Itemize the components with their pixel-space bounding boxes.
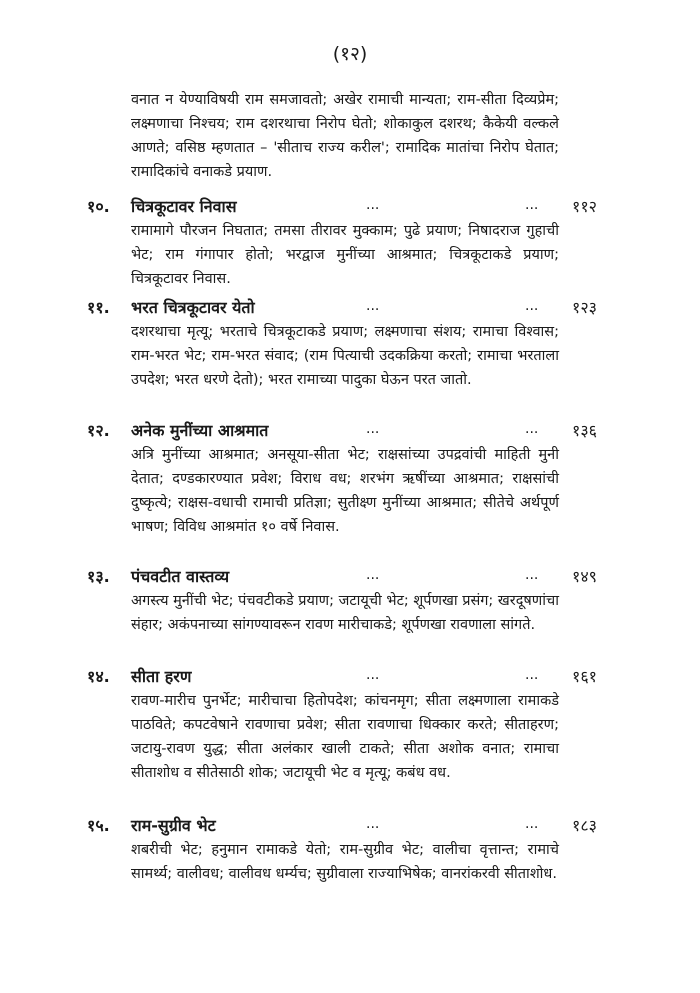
chapter-summary: रावण-मारीच पुनर्भेट; मारीचाचा हितोपदेश; कांचनमृग; सीता लक्ष्मणाला रामाकडे पाठविते; कपटवेषाने रावणाचा प्रवेश; सीता रावणाचा धिक्कार करते; सीताहरण; जटायु-रावण युद्ध; सीता अलंकार खाली टाकते; सीता अशोक वनात; रामाचा सीताशोध व सीतेसाठी शोक; जटायूची भेट व मृत्यू; कबंध वध. bbox=[131, 693, 559, 781]
leader-dots: ... bbox=[525, 298, 539, 314]
intro-paragraph: वनात न येण्याविषयी राम समजावतो; अखेर रामाची मान्यता; राम-सीता दिव्यप्रेम; लक्ष्मणाचा निश्चय; राम दशरथाचा निरोप घेतो; शोकाकुल दशरथ; कैकेयी वल्कले आणते; वसिष्ठ म्हणतात – 'सीताच राज्य करील'; रामादिक मातांचा निरोप घेतात; रामादिकांचे वनाकडे प्रयाण. bbox=[131, 92, 559, 180]
leader-dots: ... bbox=[366, 816, 380, 832]
chapter-title: चित्रकूटावर निवास bbox=[131, 197, 237, 216]
chapter-page-number: ११२ bbox=[572, 197, 597, 216]
leader-dots: ... bbox=[366, 197, 380, 213]
chapter-page-number: १२३ bbox=[572, 298, 597, 317]
chapter-summary: रामामागे पौरजन निघतात; तमसा तीरावर मुक्काम; पुढे प्रयाण; निषादराज गुहाची भेट; राम गंगापार होतो; भरद्वाज मुनींच्या आश्रमात; चित्रकूटाकडे प्रयाण; चित्रकूटावर निवास. bbox=[131, 223, 559, 287]
leader-dots: ... bbox=[366, 667, 380, 683]
chapter-heading bbox=[0, 294, 700, 320]
chapter-number: १५. bbox=[87, 816, 110, 835]
chapter-entry-14 bbox=[0, 663, 700, 785]
chapter-summary: शबरीची भेट; हनुमान रामाकडे येतो; राम-सुग्रीव भेट; वालीचा वृत्तान्त; रामाचे सामर्थ्य; वालीवध; वालीवध धर्म्यच; सुग्रीवाला राज्याभिषेक; वानरांकरवी सीताशोध. bbox=[131, 842, 559, 882]
leader-dots: ... bbox=[366, 567, 380, 583]
chapter-entry-15 bbox=[0, 812, 700, 886]
chapter-heading bbox=[0, 193, 700, 219]
chapter-entry-10 bbox=[0, 193, 700, 291]
chapter-entry-13 bbox=[0, 563, 700, 637]
chapter-page-number: १६१ bbox=[572, 667, 597, 686]
chapter-heading bbox=[0, 812, 700, 838]
chapter-number: १२. bbox=[87, 421, 110, 440]
page-number: (१२) bbox=[332, 43, 368, 65]
chapter-summary: अगस्त्य मुनींची भेट; पंचवटीकडे प्रयाण; जटायूची भेट; शूर्पणखा प्रसंग; खरदूषणांचा संहार; अकंपनाच्या सांगण्यावरून रावण मारीचाकडे; शूर्पणखा रावणाला सांगते. bbox=[131, 593, 560, 633]
chapter-page-number: १४९ bbox=[572, 567, 597, 586]
chapter-number: ११. bbox=[87, 298, 110, 317]
chapter-summary: अत्रि मुनींच्या आश्रमात; अनसूया-सीता भेट; राक्षसांच्या उपद्रवांची माहिती मुनी देतात; दण्डकारण्यात प्रवेश; विराध वध; शरभंग ऋषींच्या आश्रमात; राक्षसांची दुष्कृत्ये; राक्षस-वधाची रामाची प्रतिज्ञा; सुतीक्ष्ण मुनींच्या आश्रमात; सीतेचे अर्थपूर्ण भाषण; विविध आश्रमांत १० वर्षे निवास. bbox=[131, 447, 559, 535]
leader-dots: ... bbox=[525, 197, 539, 213]
leader-dots: ... bbox=[366, 421, 380, 437]
leader-dots: ... bbox=[525, 567, 539, 583]
chapter-page-number: १८३ bbox=[572, 816, 597, 835]
chapter-title: भरत चित्रकूटावर येतो bbox=[131, 298, 255, 317]
chapter-summary: दशरथाचा मृत्यू; भरताचे चित्रकूटाकडे प्रयाण; लक्ष्मणाचा संशय; रामाचा विश्वास; राम-भरत भेट; राम-भरत संवाद; (राम पित्याची उदकक्रिया करतो; रामाचा भरताला उपदेश; भरत धरणे देतो); भरत रामाच्या पादुका घेऊन परत जातो. bbox=[131, 324, 559, 388]
leader-dots: ... bbox=[525, 667, 539, 683]
chapter-heading bbox=[0, 563, 700, 589]
chapter-title: राम-सुग्रीव भेट bbox=[131, 816, 216, 835]
chapter-title: पंचवटीत वास्तव्य bbox=[131, 567, 230, 586]
leader-dots: ... bbox=[525, 421, 539, 437]
chapter-heading bbox=[0, 417, 700, 443]
leader-dots: ... bbox=[525, 816, 539, 832]
chapter-title: सीता हरण bbox=[131, 667, 192, 686]
chapter-entry-11 bbox=[0, 294, 700, 392]
chapter-number: १४. bbox=[87, 667, 110, 686]
chapter-entry-12 bbox=[0, 417, 700, 539]
chapter-heading bbox=[0, 663, 700, 689]
leader-dots: ... bbox=[366, 298, 380, 314]
chapter-number: १०. bbox=[87, 197, 110, 216]
chapter-page-number: १३६ bbox=[572, 421, 597, 440]
chapter-title: अनेक मुनींच्या आश्रमात bbox=[131, 421, 269, 440]
chapter-number: १३. bbox=[87, 567, 110, 586]
